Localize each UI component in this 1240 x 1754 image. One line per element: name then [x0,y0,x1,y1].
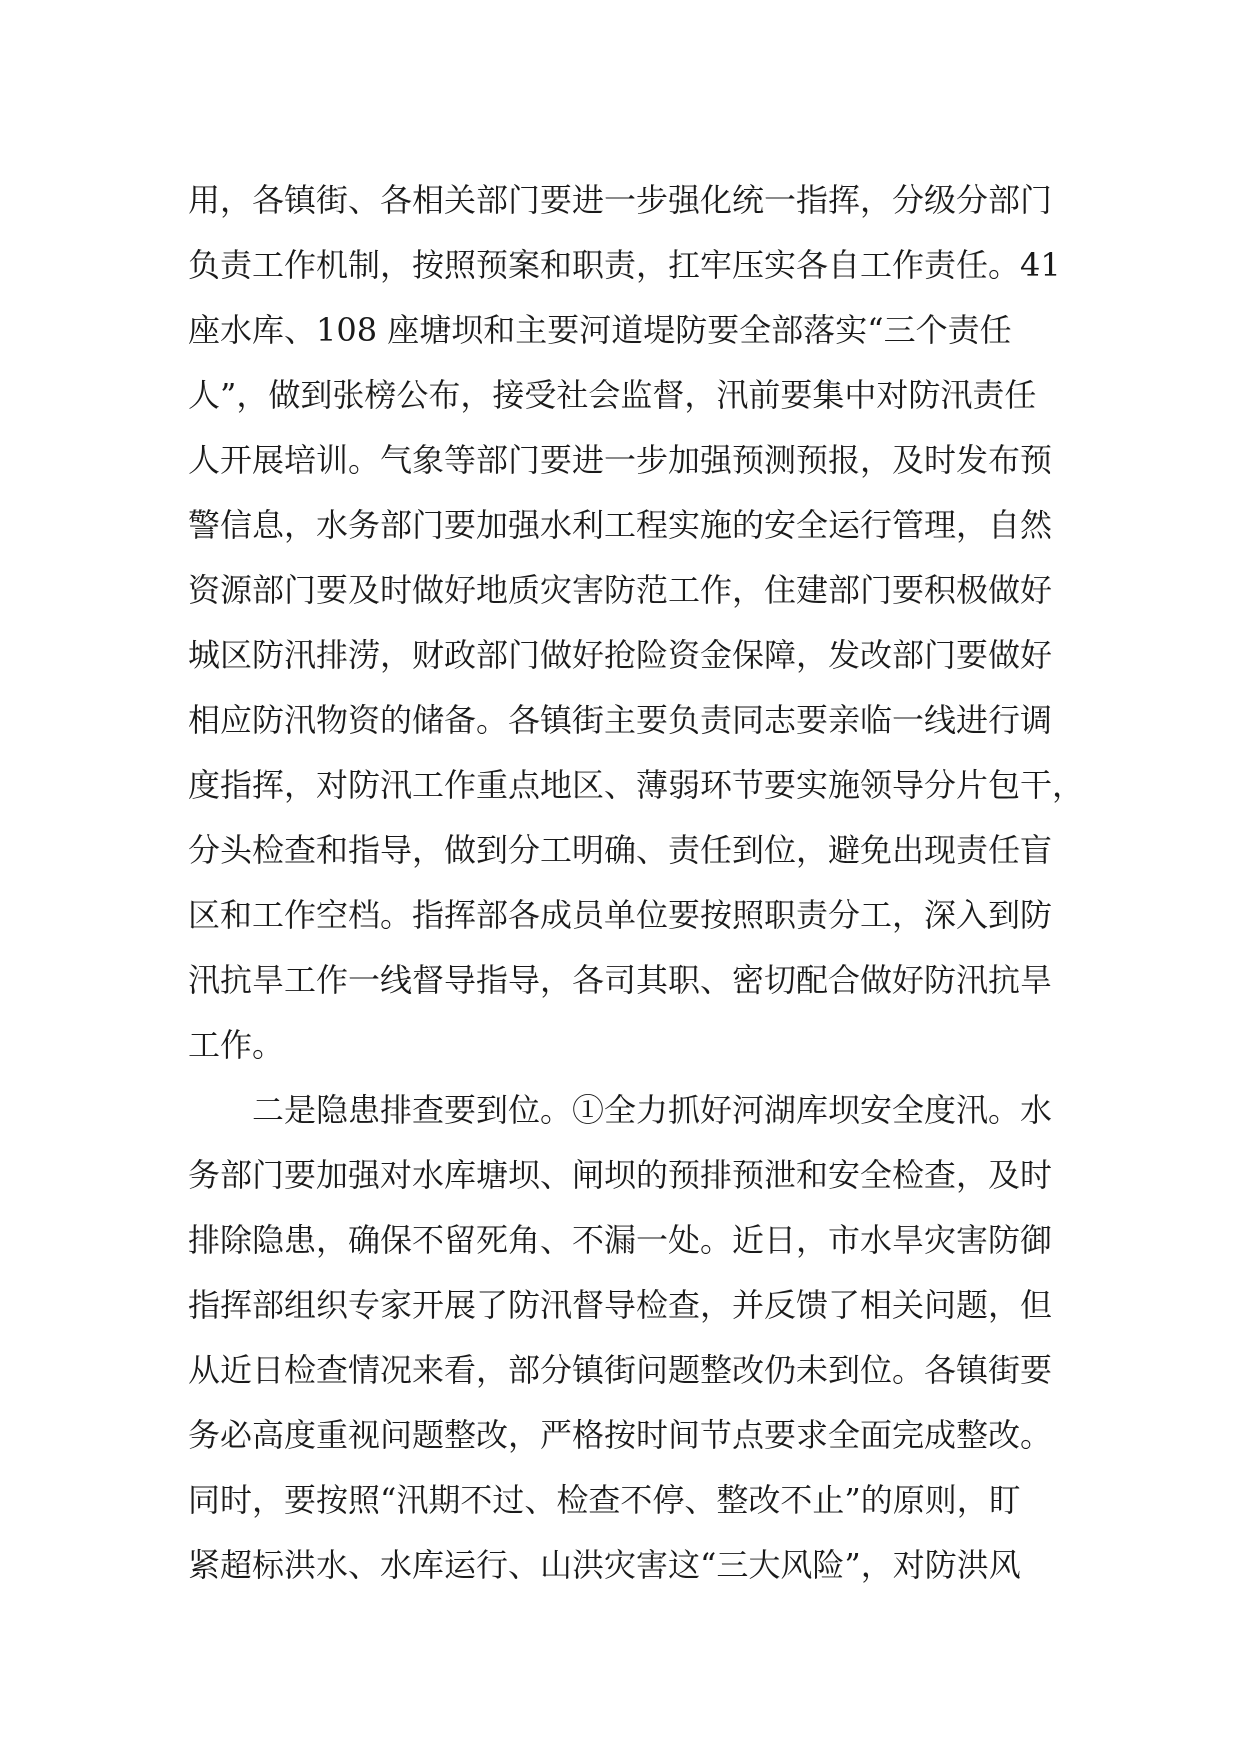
text-line-5: 人开展培训。气象等部门要进一步加强预测预报，及时发布预 [188,441,1053,479]
text-line-6: 警信息，水务部门要加强水利工程实施的安全运行管理，自然 [188,506,1053,544]
text-line-3: 座水库、108 座塘坝和主要河道堤防要全部落实“三个责任 [188,311,1012,349]
text-line-20: 务必高度重视问题整改，严格按时间节点要求全面完成整改。 [188,1416,1053,1454]
text-line-13: 汛抗旱工作一线督导指导，各司其职、密切配合做好防汛抗旱 [188,961,1053,999]
text-line-10: 度指挥，对防汛工作重点地区、薄弱环节要实施领导分片包干， [188,766,1085,804]
document-body [188,168,1088,1598]
text-line-11: 分头检查和指导，做到分工明确、责任到位，避免出现责任盲 [188,831,1053,869]
text-line-14: 工作。 [188,1026,285,1064]
text-line-8: 城区防汛排涝，财政部门做好抢险资金保障，发改部门要做好 [188,636,1053,674]
text-line-2: 负责工作机制，按照预案和职责，扛牢压实各自工作责任。41 [188,246,1061,284]
text-line-17: 排除隐患，确保不留死角、不漏一处。近日，市水旱灾害防御 [188,1221,1053,1259]
text-line-16: 务部门要加强对水库塘坝、闸坝的预排预泄和安全检查，及时 [188,1156,1053,1194]
text-line-9: 相应防汛物资的储备。各镇街主要负责同志要亲临一线进行调 [188,701,1053,739]
text-line-12: 区和工作空档。指挥部各成员单位要按照职责分工，深入到防 [188,896,1053,934]
text-line-15: 二是隐患排查要到位。①全力抓好河湖库坝安全度汛。水 [252,1091,1053,1129]
text-line-18: 指挥部组织专家开展了防汛督导检查，并反馈了相关问题，但 [188,1286,1053,1324]
text-line-22: 紧超标洪水、水库运行、山洪灾害这“三大风险”，对防洪风 [188,1546,1021,1584]
text-line-21: 同时，要按照“汛期不过、检查不停、整改不止”的原则，盯 [188,1481,1021,1519]
text-line-1: 用，各镇街、各相关部门要进一步强化统一指挥，分级分部门 [188,181,1053,219]
text-line-19: 从近日检查情况来看，部分镇街问题整改仍未到位。各镇街要 [188,1351,1053,1389]
text-line-7: 资源部门要及时做好地质灾害防范工作，住建部门要积极做好 [188,571,1053,609]
text-line-4: 人”，做到张榜公布，接受社会监督，汛前要集中对防汛责任 [188,376,1037,414]
